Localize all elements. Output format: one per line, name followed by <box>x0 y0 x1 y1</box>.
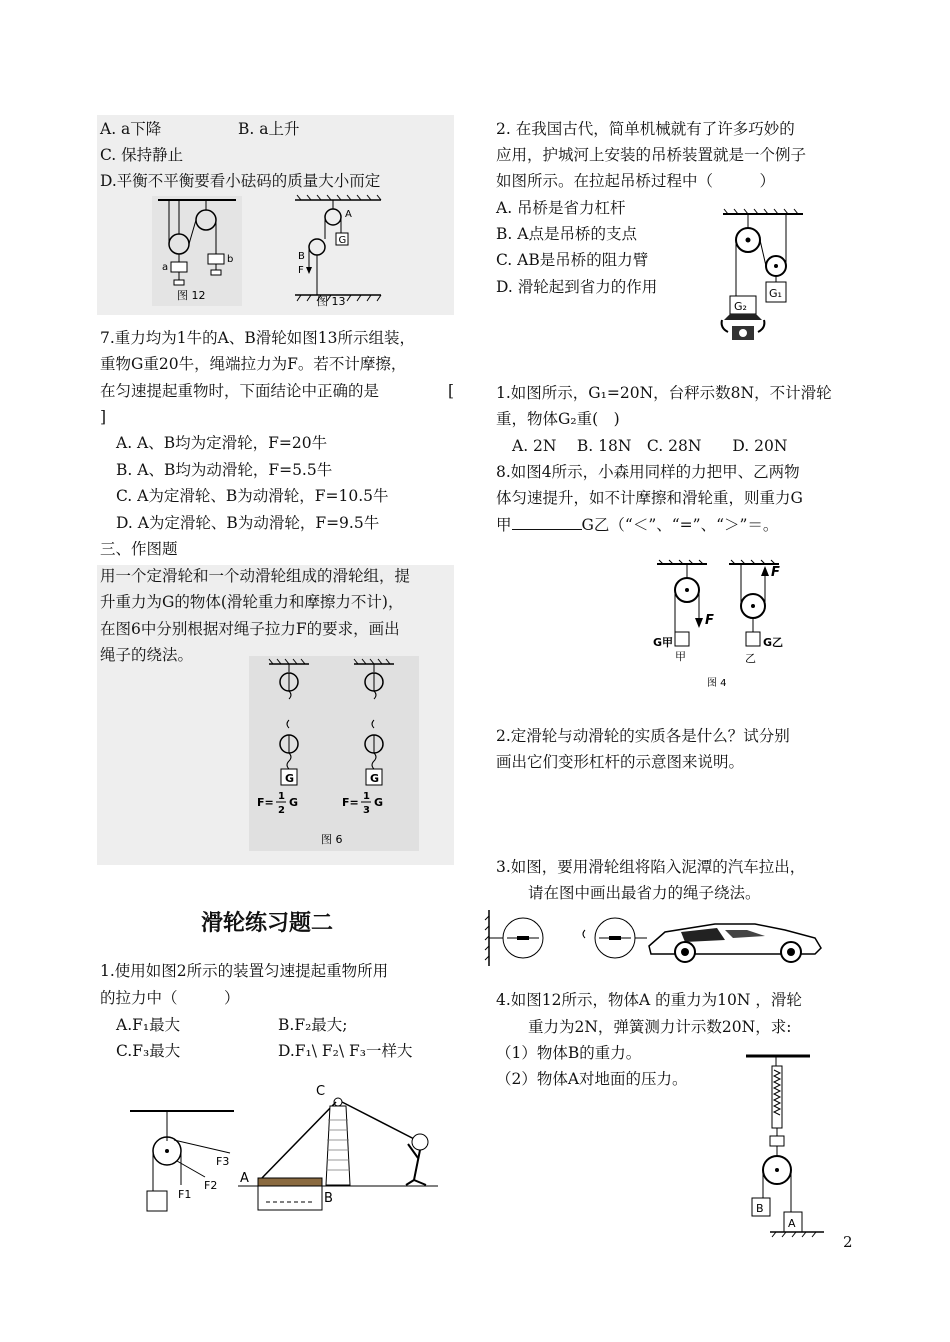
svg-text:A: A <box>788 1217 796 1230</box>
svg-text:G: G <box>338 235 347 246</box>
q7-bracket-close: ] <box>100 408 107 426</box>
q2b-line-1: 2.定滑轮与动滑轮的实质各是什么？试分别 <box>496 727 790 745</box>
p2-q1-option-c: C.F₃最大 <box>116 1042 181 1060</box>
svg-text:2: 2 <box>278 805 285 816</box>
q2-line-2: 应用，护城河上安装的吊桥装置就是一个例子 <box>496 146 807 164</box>
q7-line-3: 在匀速提起重物时，下面结论中正确的是 <box>100 382 380 400</box>
q8-line-3-post: G乙（“＜”、“=”、“＞”＝。 <box>581 516 779 534</box>
svg-text:F3: F3 <box>216 1155 230 1168</box>
svg-text:G: G <box>374 796 384 809</box>
figure-13-pulleys <box>293 195 383 307</box>
svg-text:F: F <box>771 565 780 580</box>
q8-answer-blank[interactable] <box>512 515 582 530</box>
svg-text:F1: F1 <box>178 1188 192 1201</box>
q2-line-3: 如图所示。在拉起吊桥过程中（ ） <box>496 172 776 190</box>
fig12-label-b: b <box>227 254 234 265</box>
svg-text:G: G <box>370 772 380 785</box>
svg-text:F=: F= <box>257 796 274 809</box>
q8-line-3 <box>496 515 778 535</box>
drawing-q-line-4: 绳子的绕法。 <box>100 646 194 664</box>
figure-car-pulleys <box>485 910 830 970</box>
q3-line-1: 3.如图，要用滑轮组将陷入泥潭的汽车拉出， <box>496 858 806 876</box>
svg-text:B: B <box>298 251 305 262</box>
q7-option-c: C. A为定滑轮、B为动滑轮，F=10.5牛 <box>116 487 389 505</box>
q8-line-3-pre: 甲 <box>496 516 512 534</box>
fig13-caption: 图 13 <box>317 295 346 308</box>
svg-text:1: 1 <box>363 791 370 802</box>
svg-text:G₂: G₂ <box>734 300 747 313</box>
p2-q1-option-d: D.F₁\ F₂\ F₃一样大 <box>278 1042 413 1060</box>
q4-sub-2: （2）物体A对地面的压力。 <box>496 1070 688 1088</box>
drawing-q-line-1: 用一个定滑轮和一个动滑轮组成的滑轮组，提 <box>100 567 411 585</box>
q2-option-a: A. 吊桥是省力杠杆 <box>496 199 626 217</box>
p2-q1-line-2: 的拉力中（ ） <box>100 989 240 1007</box>
figure-4-pulleys <box>645 560 785 690</box>
svg-text:G: G <box>289 796 299 809</box>
q6-option-b: B. a上升 <box>238 120 300 138</box>
q7-bracket-open: [ <box>448 382 455 400</box>
q3-line-2: 请在图中画出最省力的绳子绕法。 <box>528 884 761 902</box>
section-3-heading: 三、作图题 <box>100 540 178 558</box>
svg-text:F: F <box>298 265 304 276</box>
q7-line-1: 7.重力均为1牛的A、B滑轮如图13所示组装， <box>100 329 415 347</box>
q7-option-a: A. A、B均为定滑轮，F=20牛 <box>116 434 328 452</box>
p2-q1-line-1: 1.使用如图2所示的装置匀速提起重物所用 <box>100 962 389 980</box>
q2-option-d: D. 滑轮起到省力的作用 <box>496 278 658 296</box>
drawing-q-line-2: 升重力为G的物体(滑轮重力和摩擦力不计)， <box>100 593 404 611</box>
q8-line-2: 体匀速提升，如不计摩擦和滑轮重，则重力G <box>496 489 803 507</box>
figure-scale-pulleys <box>718 208 813 343</box>
svg-text:乙: 乙 <box>745 652 756 665</box>
q2-option-b: B. A点是吊桥的支点 <box>496 225 637 243</box>
svg-text:G乙: G乙 <box>763 636 784 649</box>
q2-line-1: 2. 在我国古代，简单机械就有了许多巧妙的 <box>496 120 795 138</box>
figure-12-spring-scale <box>738 1052 828 1237</box>
q7-option-b: B. A、B均为动滑轮，F=5.5牛 <box>116 461 333 479</box>
q2-option-c: C. AB是吊桥的阻力臂 <box>496 251 649 269</box>
svg-text:G₁: G₁ <box>769 287 782 300</box>
figure-drawbridge-tower <box>238 1080 443 1220</box>
svg-text:3: 3 <box>363 805 370 816</box>
svg-text:F=: F= <box>342 796 359 809</box>
svg-text:G: G <box>285 772 295 785</box>
q7-line-2: 重物G重20牛，绳端拉力为F。若不计摩擦， <box>100 355 407 373</box>
svg-text:C: C <box>316 1084 326 1099</box>
svg-text:甲: 甲 <box>675 650 686 663</box>
svg-text:B: B <box>324 1191 333 1206</box>
fig12-caption: 图 12 <box>177 289 206 302</box>
fig6-caption: 图 6 <box>321 833 343 846</box>
svg-text:A: A <box>240 1171 249 1186</box>
fig12-label-a: a <box>162 262 169 273</box>
p2-q1-option-b: B.F₂最大; <box>278 1016 348 1034</box>
q6-option-d: D.平衡不平衡要看小砝码的质量大小而定 <box>100 172 381 190</box>
r-q1-line-1: 1.如图所示，G₁=20N，台秤示数8N，不计滑轮 <box>496 384 832 402</box>
svg-text:1: 1 <box>278 791 285 802</box>
figure-12-pulleys <box>152 196 242 306</box>
page-number: 2 <box>843 1233 853 1251</box>
q6-option-c: C. 保持静止 <box>100 146 184 164</box>
fig4-caption: 图 4 <box>707 678 727 689</box>
r-q1-options: A. 2N B. 18N C. 28N D. 20N <box>512 437 788 455</box>
figure-2-pulley-forces <box>130 1105 240 1215</box>
svg-text:F: F <box>705 613 714 628</box>
q4-sub-1: （1）物体B的重力。 <box>496 1044 642 1062</box>
svg-text:B: B <box>756 1202 764 1215</box>
svg-text:A: A <box>345 209 352 220</box>
q2b-line-2: 画出它们变形杠杆的示意图来说明。 <box>496 753 745 771</box>
q4-line-2: 重力为2N，弹簧测力计示数20N，求: <box>528 1018 792 1036</box>
svg-text:F2: F2 <box>204 1179 218 1192</box>
q6-option-a: A. a下降 <box>100 120 162 138</box>
q4-line-1: 4.如图12所示，物体A 的重力为10N ，滑轮 <box>496 991 802 1009</box>
q8-line-1: 8.如图4所示，小森用同样的力把甲、乙两物 <box>496 463 800 481</box>
section-title: 滑轮练习题二 <box>201 911 334 936</box>
svg-text:G甲: G甲 <box>653 636 674 649</box>
figure-6-pulley-sets <box>249 656 419 851</box>
drawing-q-line-3: 在图6中分别根据对绳子拉力F的要求，画出 <box>100 620 400 638</box>
p2-q1-option-a: A.F₁最大 <box>116 1016 181 1034</box>
q7-option-d: D. A为定滑轮、B为动滑轮，F=9.5牛 <box>116 514 380 532</box>
r-q1-line-2: 重，物体G₂重( ) <box>496 410 620 428</box>
